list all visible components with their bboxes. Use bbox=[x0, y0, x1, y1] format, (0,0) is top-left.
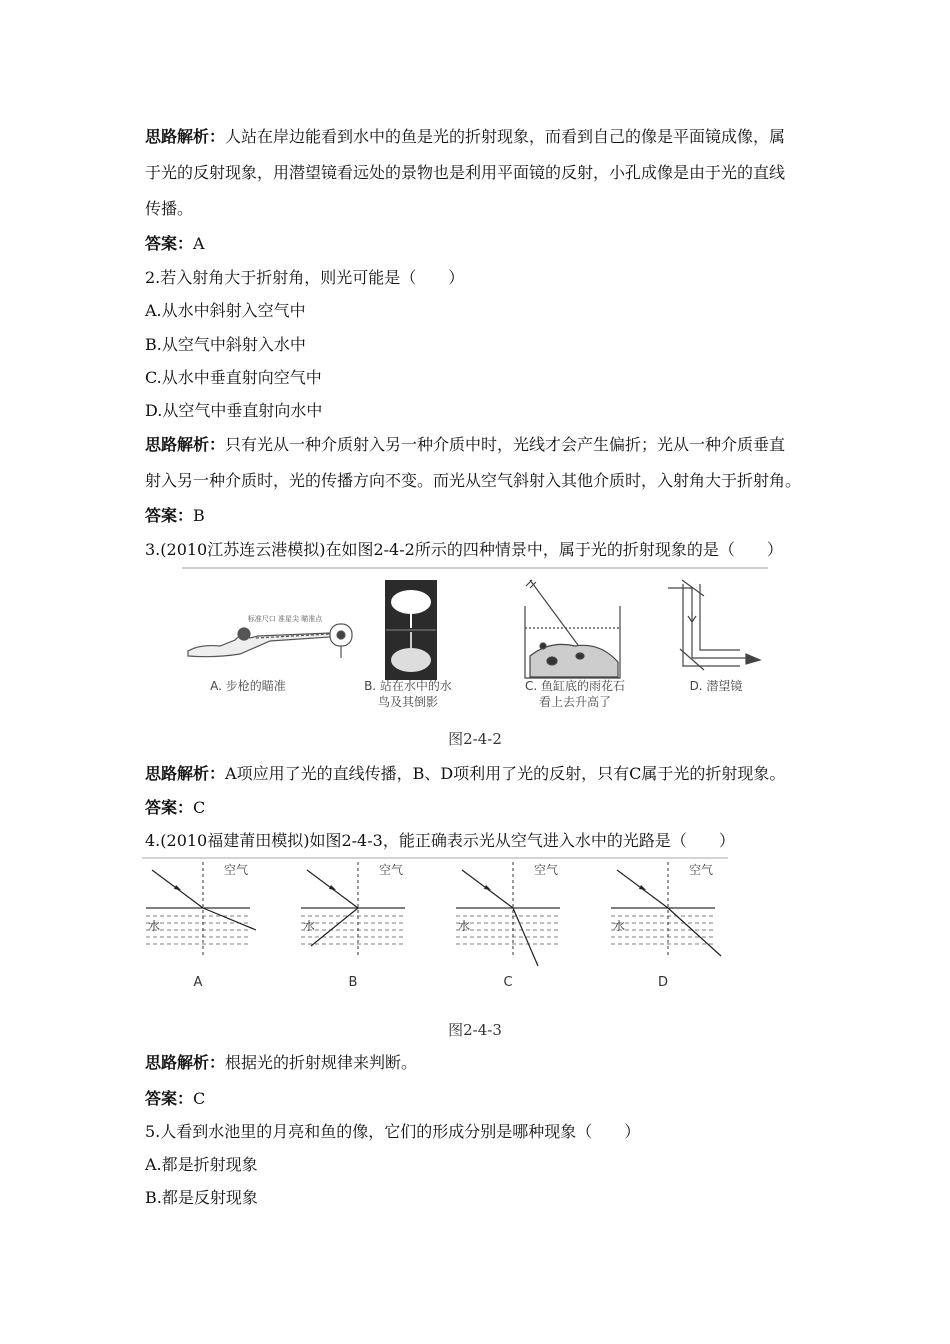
panel-label: D bbox=[657, 975, 669, 990]
q1-analysis-text-1: 人站在岸边能看到水中的鱼是光的折射现象，而看到自己的像是平面镜成像，属 bbox=[225, 127, 786, 146]
figure-2-4-2 bbox=[180, 566, 770, 714]
q1-answer bbox=[145, 233, 205, 255]
ray-arrow bbox=[484, 885, 491, 890]
periscope-illustration bbox=[668, 580, 760, 670]
panel-label: B bbox=[348, 975, 358, 990]
panel-a-label: A. 步枪的瞄准 bbox=[210, 679, 286, 693]
q1-answer-value: A bbox=[193, 234, 205, 253]
q5-stem: 5.人看到水池里的月亮和鱼的像，它们的形成分别是哪种现象（ ） bbox=[145, 1122, 641, 1141]
q3-analysis-text: A项应用了光的直线传播，B、D项利用了光的反射，只有C属于光的折射现象。 bbox=[225, 764, 786, 783]
q1-answer-label: 答案： bbox=[145, 234, 194, 253]
panel-b-label-1: B. 站在水中的水 bbox=[364, 679, 452, 693]
q4-stem: 4.(2010福建莆田模拟)如图2-4-3，能正确表示光从空气进入水中的光路是（ ） bbox=[145, 831, 735, 850]
panel-c-label-2: 看上去升高了 bbox=[538, 695, 612, 709]
air-label: 空气 bbox=[224, 863, 249, 877]
q2-analysis-line-2: 射入另一种介质时，光的传播方向不变。而光从空气斜射入其他介质时，入射角大于折射角。 bbox=[145, 471, 802, 490]
refracted-ray bbox=[203, 908, 256, 930]
air-label: 空气 bbox=[534, 863, 559, 877]
q3-stem: 3.(2010江苏连云港模拟)在如图2-4-2所示的四种情景中，属于光的折射现象的是（ ） bbox=[145, 540, 783, 559]
q1-analysis-label: 思路解析： bbox=[145, 127, 226, 146]
refraction-panel-a bbox=[146, 862, 256, 990]
q1-analysis-line-1 bbox=[145, 126, 785, 148]
water-label: 水 bbox=[148, 919, 161, 933]
panel-label: C bbox=[503, 975, 513, 990]
figure-2-4-3-caption: 图2-4-3 bbox=[448, 1021, 502, 1039]
q1-analysis-line-3: 传播。 bbox=[145, 199, 194, 218]
refracted-ray bbox=[311, 908, 358, 946]
panel-d-label: D. 潜望镜 bbox=[689, 679, 743, 693]
rifle-note: 标准尺口 准星尖 瞄准点 bbox=[247, 615, 323, 623]
rifle-illustration bbox=[188, 624, 352, 658]
q4-analysis-text: 根据光的折射规律来判断。 bbox=[225, 1053, 418, 1072]
panel-b-label-2: 鸟及其倒影 bbox=[377, 695, 439, 709]
q5-option-a: A.都是折射现象 bbox=[145, 1155, 258, 1174]
ray-arrow bbox=[174, 885, 181, 890]
refraction-panels bbox=[146, 862, 721, 990]
q4-answer-label: 答案： bbox=[145, 1089, 194, 1108]
q1-analysis-line-2: 于光的反射现象，用潜望镜看远处的景物也是利用平面镜的反射，小孔成像是由于光的直线 bbox=[145, 163, 786, 182]
water-label: 水 bbox=[303, 919, 316, 933]
q2-analysis-text-1: 只有光从一种介质射入另一种介质中时，光线才会产生偏折；光从一种介质垂直 bbox=[225, 435, 786, 454]
ray-arrow bbox=[639, 885, 646, 890]
panel-c-label-1: C. 鱼缸底的雨花石 bbox=[524, 679, 626, 693]
refraction-panel-d bbox=[611, 862, 721, 990]
q4-answer bbox=[145, 1088, 205, 1110]
fish-tank-illustration bbox=[525, 580, 620, 678]
q5-option-b: B.都是反射现象 bbox=[145, 1188, 258, 1207]
q4-analysis bbox=[145, 1052, 417, 1074]
air-label: 空气 bbox=[379, 863, 404, 877]
q3-analysis-label: 思路解析： bbox=[145, 764, 226, 783]
q4-answer-value: C bbox=[193, 1089, 206, 1108]
water-label: 水 bbox=[458, 919, 471, 933]
q2-option-a: A.从水中斜射入空气中 bbox=[145, 301, 306, 320]
q2-analysis-line-1 bbox=[145, 434, 785, 456]
q2-option-b: B.从空气中斜射入水中 bbox=[145, 335, 306, 354]
bird-reflection-illustration bbox=[385, 580, 437, 680]
air-label: 空气 bbox=[689, 863, 714, 877]
refraction-panel-b bbox=[301, 862, 405, 990]
q2-stem: 2.若入射角大于折射角，则光可能是（ ） bbox=[145, 268, 465, 287]
panel-label: A bbox=[193, 975, 203, 990]
figure-2-4-3 bbox=[140, 856, 730, 996]
q2-option-d: D.从空气中垂直射向水中 bbox=[145, 401, 323, 420]
ray-arrow bbox=[329, 885, 336, 890]
q2-answer bbox=[145, 505, 205, 527]
q3-answer-value: C bbox=[193, 798, 206, 817]
q2-answer-label: 答案： bbox=[145, 506, 194, 525]
q3-analysis bbox=[145, 763, 785, 785]
q2-option-c: C.从水中垂直射向空气中 bbox=[145, 368, 322, 387]
refraction-panel-c bbox=[456, 862, 560, 990]
q2-answer-value: B bbox=[193, 506, 205, 525]
q4-analysis-label: 思路解析： bbox=[145, 1053, 226, 1072]
water-label: 水 bbox=[613, 919, 626, 933]
q3-answer-label: 答案： bbox=[145, 798, 194, 817]
refracted-ray bbox=[668, 908, 721, 956]
q2-analysis-label: 思路解析： bbox=[145, 435, 226, 454]
figure-2-4-2-caption: 图2-4-2 bbox=[448, 730, 502, 748]
q3-answer bbox=[145, 797, 205, 819]
